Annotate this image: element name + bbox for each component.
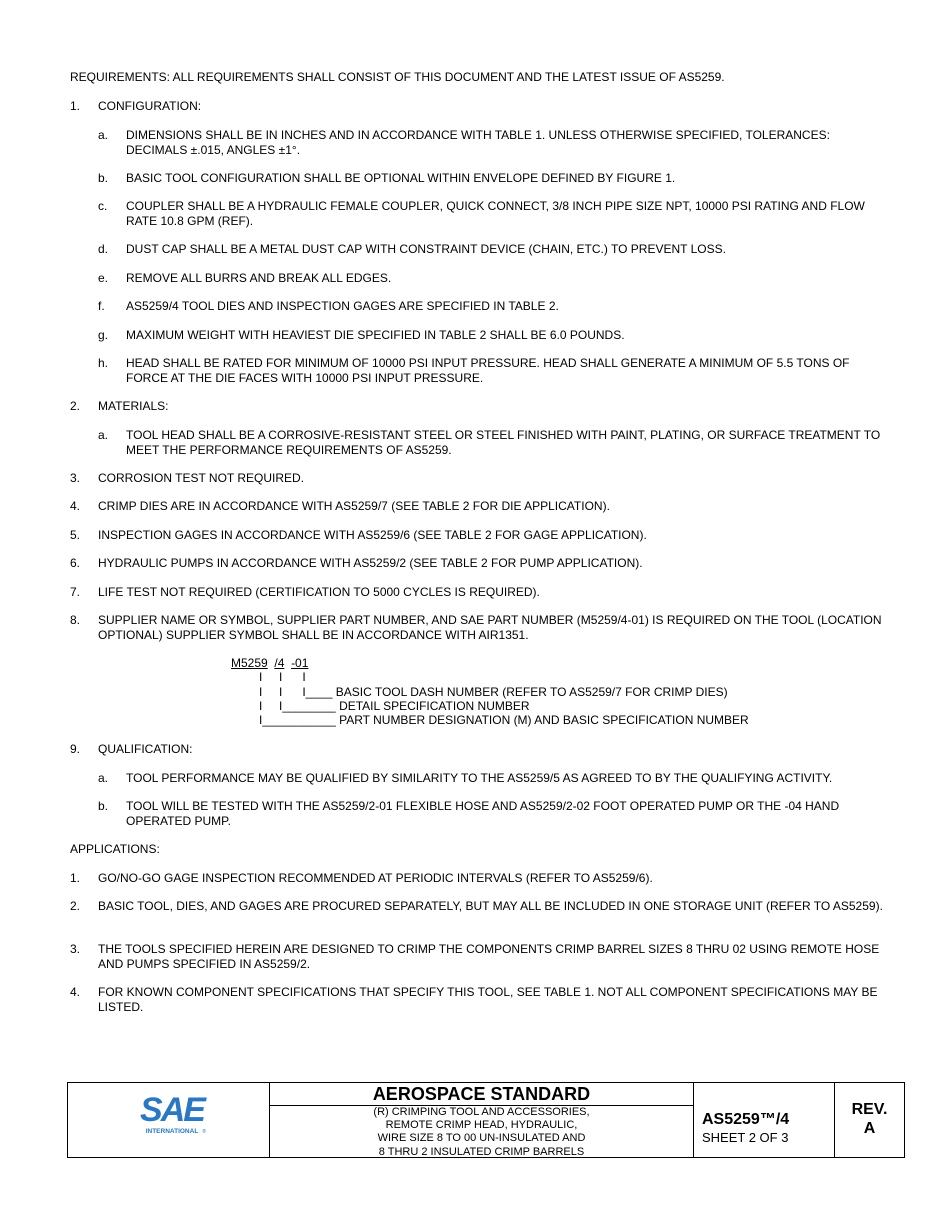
registered-mark: ®: [202, 1129, 206, 1135]
part-number-line-1: [259, 685, 728, 700]
req-1c-letter: c.: [98, 199, 108, 213]
req-4-number: 4.: [70, 499, 81, 513]
revision-label: REV.: [851, 1101, 888, 1118]
req-1g-text: MAXIMUM WEIGHT WITH HEAVIEST DIE SPECIFIED IN TABLE 2 SHALL BE 6.0 POUNDS.: [126, 328, 625, 342]
req-1f-letter: f.: [98, 299, 105, 313]
req-3-number: 3.: [70, 471, 81, 485]
document-description: [270, 1106, 693, 1159]
part-number-spec: /4: [274, 656, 285, 670]
description-line: 8 THRU 2 INSULATED CRIMP BARRELS: [378, 1145, 585, 1158]
req-2a-text: TOOL HEAD SHALL BE A CORROSIVE-RESISTANT STEEL OR STEEL FINISHED WITH PAINT, PLATING, OR SURFACE TREATMENT TO MEET THE PERFORMANCE REQUIREMENTS OF AS5259.: [126, 428, 881, 457]
req-9b-text: TOOL WILL BE TESTED WITH THE AS5259/2-01 FLEXIBLE HOSE AND AS5259/2-02 FOOT OPERATED PUMP OR THE -04 HAND OPERATED PUMP.: [126, 799, 840, 828]
app-4-text: FOR KNOWN COMPONENT SPECIFICATIONS THAT SPECIFY THIS TOOL, SEE TABLE 1. NOT ALL COMPONENT SPECIFICATIONS MAY BE LISTED.: [98, 985, 878, 1014]
app-2-text: BASIC TOOL, DIES, AND GAGES ARE PROCURED SEPARATELY, BUT MAY ALL BE INCLUDED IN ONE STORAGE UNIT (REFER TO AS5259).: [98, 899, 883, 913]
req-1d-text: DUST CAP SHALL BE A METAL DUST CAP WITH CONSTRAINT DEVICE (CHAIN, ETC.) TO PREVENT LOSS.: [126, 242, 726, 256]
app-3-text: THE TOOLS SPECIFIED HEREIN ARE DESIGNED TO CRIMP THE COMPONENTS CRIMP BARREL SIZES 8 THRU 02 USING REMOTE HOSE AND PUMPS SPECIFIED IN AS5259/2.: [98, 942, 880, 971]
req-5-text: INSPECTION GAGES IN ACCORDANCE WITH AS5259/6 (SEE TABLE 2 FOR GAGE APPLICATION).: [98, 528, 647, 542]
req-1e-letter: e.: [98, 271, 109, 285]
sae-logo: [136, 1091, 208, 1137]
req-1a-text: DIMENSIONS SHALL BE IN INCHES AND IN ACCORDANCE WITH TABLE 1. UNLESS OTHERWISE SPECIFIED, TOLERANCES: DECIMALS ±.015, ANGLES ±1°.: [126, 128, 830, 157]
req-5-number: 5.: [70, 528, 81, 542]
req-1-text: CONFIGURATION:: [98, 99, 202, 113]
req-7-number: 7.: [70, 585, 81, 599]
req-1d-letter: d.: [98, 242, 109, 256]
sae-logo-subtext: INTERNATIONAL: [145, 1128, 199, 1135]
app-1-text: GO/NO-GO GAGE INSPECTION RECOMMENDED AT PERIODIC INTERVALS (REFER TO AS5259/6).: [98, 871, 653, 885]
sheet-number: SHEET 2 OF 3: [702, 1130, 789, 1145]
title-block: [67, 1082, 905, 1158]
part-number-line-2-text: DETAIL SPECIFICATION NUMBER: [339, 699, 530, 713]
req-1h-letter: h.: [98, 356, 109, 370]
part-number-line-3-bars: I___________: [259, 713, 340, 727]
req-1a-letter: a.: [98, 128, 109, 142]
part-number-line-1-bars: I I I____: [259, 685, 336, 699]
requirements-heading: REQUIREMENTS: ALL REQUIREMENTS SHALL CONSIST OF THIS DOCUMENT AND THE LATEST ISSUE OF AS5259.: [70, 70, 725, 84]
part-number-line-3-text: PART NUMBER DESIGNATION (M) AND BASIC SPECIFICATION NUMBER: [339, 713, 749, 727]
req-6-number: 6.: [70, 556, 81, 570]
req-3-text: CORROSION TEST NOT REQUIRED.: [98, 471, 305, 485]
req-9-text: QUALIFICATION:: [98, 742, 193, 756]
req-1b-text: BASIC TOOL CONFIGURATION SHALL BE OPTIONAL WITHIN ENVELOPE DEFINED BY FIGURE 1.: [126, 171, 676, 185]
document-number-cell: [694, 1083, 835, 1157]
part-number-line-2: [259, 699, 530, 714]
req-7-text: LIFE TEST NOT REQUIRED (CERTIFICATION TO 5000 CYCLES IS REQUIRED).: [98, 585, 540, 599]
req-6-text: HYDRAULIC PUMPS IN ACCORDANCE WITH AS5259/2 (SEE TABLE 2 FOR PUMP APPLICATION).: [98, 556, 643, 570]
part-number-line-2-bars: I I________: [259, 699, 340, 713]
req-1f-text: AS5259/4 TOOL DIES AND INSPECTION GAGES ARE SPECIFIED IN TABLE 2.: [126, 299, 559, 313]
part-number-line: [231, 656, 308, 671]
revision-cell: [835, 1083, 904, 1157]
req-1b-letter: b.: [98, 171, 109, 185]
description-line: REMOTE CRIMP HEAD, HYDRAULIC,: [385, 1119, 578, 1132]
document-number: AS5259™/4: [702, 1111, 790, 1128]
req-1c-text: COUPLER SHALL BE A HYDRAULIC FEMALE COUPLER, QUICK CONNECT, 3/8 INCH PIPE SIZE NPT, 10000 PSI RATING AND FLOW RATE 10.8 GPM (REF).: [126, 199, 865, 228]
app-2-number: 2.: [70, 899, 81, 913]
req-8-text: SUPPLIER NAME OR SYMBOL, SUPPLIER PART NUMBER, AND SAE PART NUMBER (M5259/4-01) IS REQUIRED ON THE TOOL (LOCATION OPTIONAL) SUPPLIER SYMBOL SHALL BE IN ACCORDANCE WITH AIR1351.: [98, 613, 882, 642]
logo-cell: [68, 1083, 270, 1157]
req-9a-letter: a.: [98, 771, 109, 785]
description-line: (R) CRIMPING TOOL AND ACCESSORIES,: [373, 1106, 590, 1118]
description-line: WIRE SIZE 8 TO 00 UN-INSULATED AND: [377, 1132, 586, 1145]
applications-heading: APPLICATIONS:: [70, 842, 160, 856]
req-2-number: 2.: [70, 399, 81, 413]
req-9-number: 9.: [70, 742, 81, 756]
part-number-dash: -01: [291, 656, 309, 670]
req-9b-letter: b.: [98, 799, 109, 813]
req-9a-text: TOOL PERFORMANCE MAY BE QUALIFIED BY SIMILARITY TO THE AS5259/5 AS AGREED TO BY THE QUALIFYING ACTIVITY.: [126, 771, 833, 785]
req-8-number: 8.: [70, 613, 81, 627]
req-1h-text: HEAD SHALL BE RATED FOR MINIMUM OF 10000 PSI INPUT PRESSURE. HEAD SHALL GENERATE A MINIMUM OF 5.5 TONS OF FORCE AT THE DIE FACES WITH 10000 PSI INPUT PRESSURE.: [126, 356, 850, 385]
req-2a-letter: a.: [98, 428, 109, 442]
app-3-number: 3.: [70, 942, 81, 956]
part-number-line-1-text: BASIC TOOL DASH NUMBER (REFER TO AS5259/7 FOR CRIMP DIES): [335, 685, 728, 699]
req-4-text: CRIMP DIES ARE IN ACCORDANCE WITH AS5259/7 (SEE TABLE 2 FOR DIE APPLICATION).: [98, 499, 610, 513]
req-1g-letter: g.: [98, 328, 109, 342]
req-2-text: MATERIALS:: [98, 399, 169, 413]
part-number-prefix: M5259: [231, 656, 268, 670]
app-1-number: 1.: [70, 871, 81, 885]
req-1-number: 1.: [70, 99, 81, 113]
standard-title: AEROSPACE STANDARD: [270, 1083, 693, 1106]
part-number-bars: I I I: [259, 670, 306, 684]
app-4-number: 4.: [70, 985, 81, 999]
revision-value: A: [863, 1120, 876, 1137]
title-cell: [270, 1083, 694, 1157]
sae-logo-text: SAE: [140, 1091, 204, 1129]
req-1e-text: REMOVE ALL BURRS AND BREAK ALL EDGES.: [126, 271, 392, 285]
part-number-line-3: [259, 713, 749, 728]
